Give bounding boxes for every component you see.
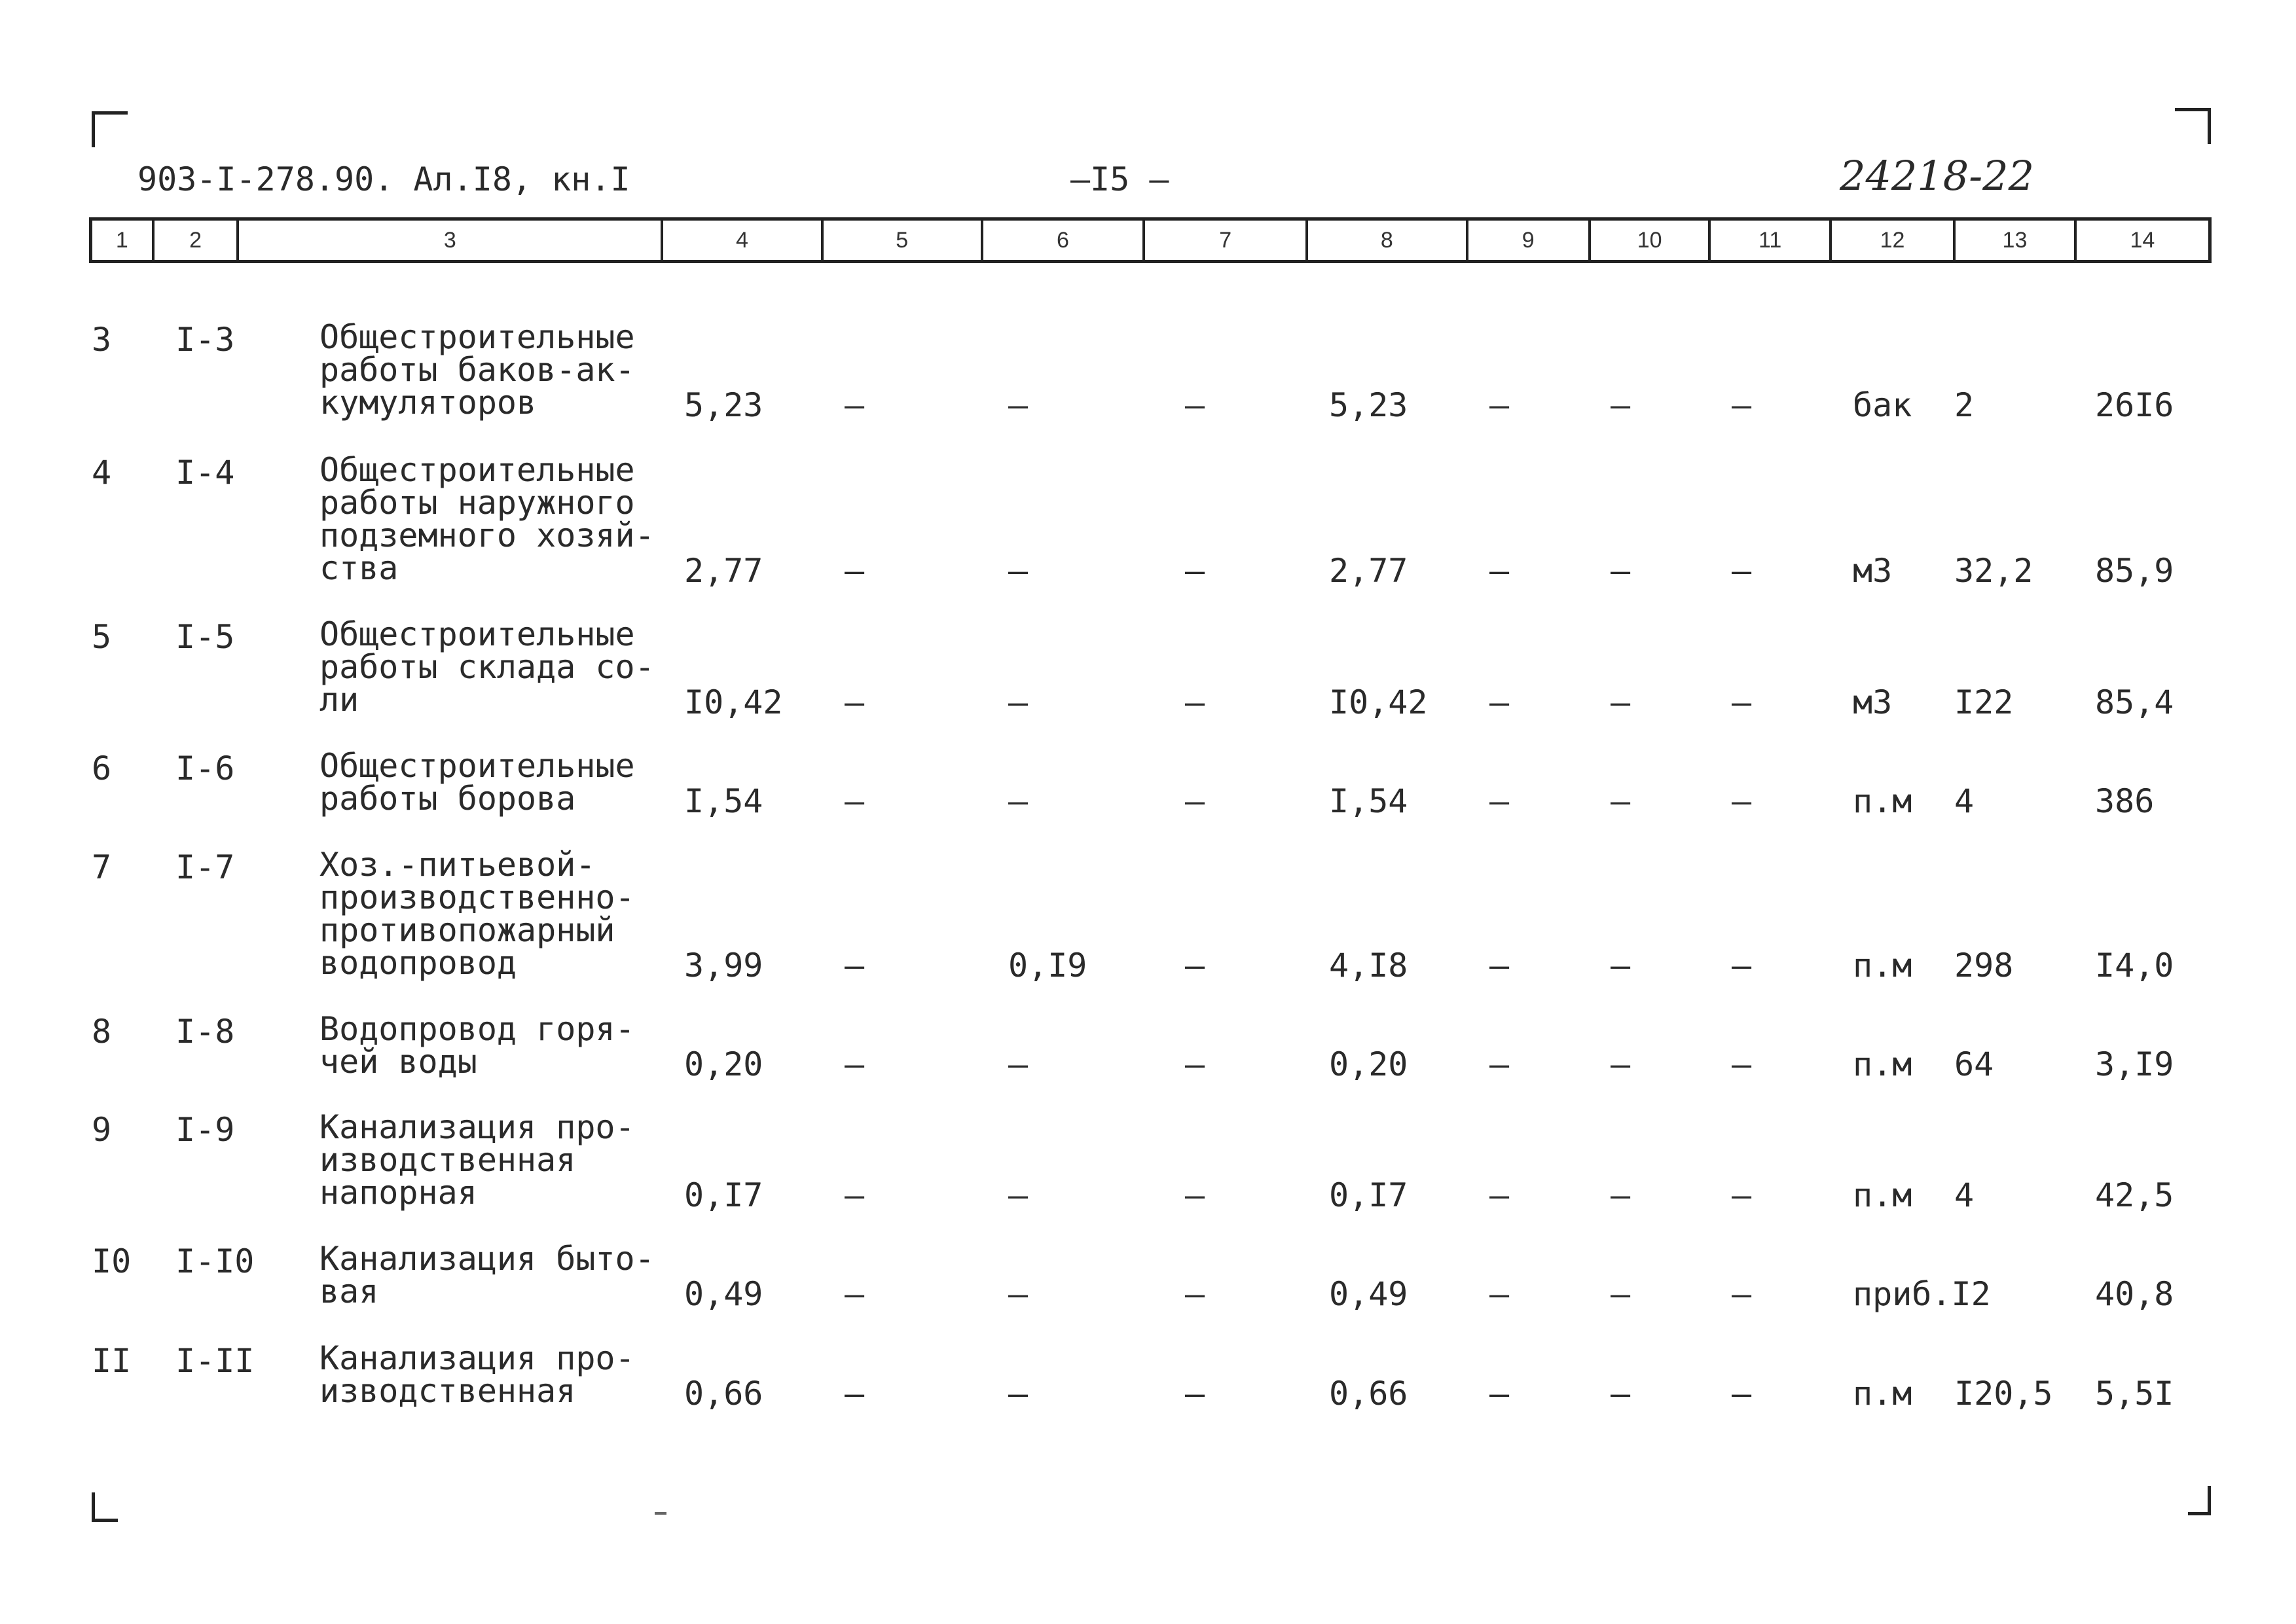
cell-col-7: – [1185,683,1205,721]
cell-col-12: м3 [1853,552,1893,590]
row-code: I-8 [175,1013,235,1051]
column-number-6: 6 [983,221,1145,260]
row-number: 9 [92,1111,112,1149]
column-number-13: 13 [1956,221,2076,260]
cell-col-14: 3,I9 [2095,1045,2174,1083]
cell-col-11: – [1732,1375,1752,1413]
handwritten-number: 24218-22 [1840,152,2035,200]
cell-col-5: – [845,947,865,984]
cell-col-4: I,54 [684,782,763,820]
cell-col-8: 4,I8 [1329,947,1408,984]
corner-mark-top-left [92,111,128,147]
scan-mark [655,1512,666,1515]
column-number-3: 3 [239,221,663,260]
cell-col-14: 85,4 [2095,683,2174,721]
cell-col-6: 0,I9 [1008,947,1087,984]
cell-col-9: – [1489,1176,1510,1214]
cell-col-12: приб.I2 [1853,1275,1991,1313]
cell-col-9: – [1489,1275,1510,1313]
row-description: Общестроительные работы баков-ак- кумуляторов [319,318,635,422]
cell-col-12: п.м [1853,947,1912,984]
cell-col-9: – [1489,1045,1510,1083]
cell-col-6: – [1008,1045,1029,1083]
cell-col-5: – [845,1375,865,1413]
row-number: II [92,1342,132,1380]
row-number: 5 [92,618,112,656]
cell-col-7: – [1185,1045,1205,1083]
cell-col-9: – [1489,782,1510,820]
cell-col-13: 32,2 [1954,552,2033,590]
cell-col-6: – [1008,782,1029,820]
cell-col-8: 0,66 [1329,1375,1408,1413]
cell-col-4: 0,49 [684,1275,763,1313]
cell-col-8: I0,42 [1329,683,1428,721]
cell-col-14: I4,0 [2095,947,2174,984]
cell-col-11: – [1732,386,1752,424]
cell-col-6: – [1008,552,1029,590]
row-number: 4 [92,454,112,492]
row-code: I-II [175,1342,255,1380]
cell-col-7: – [1185,1176,1205,1214]
row-number: 8 [92,1013,112,1051]
column-number-1: 1 [92,221,155,260]
cell-col-5: – [845,1045,865,1083]
cell-col-7: – [1185,947,1205,984]
cell-col-13: 4 [1954,1176,1975,1214]
cell-col-13: 298 [1954,947,2014,984]
row-code: I-6 [175,749,235,787]
column-number-2: 2 [155,221,240,260]
cell-col-8: 5,23 [1329,386,1408,424]
cell-col-12: п.м [1853,1045,1912,1083]
row-description: Канализация быто- вая [319,1240,655,1310]
cell-col-10: – [1611,1375,1631,1413]
cell-col-14: 5,5I [2095,1375,2174,1413]
cell-col-9: – [1489,1375,1510,1413]
row-code: I-4 [175,454,235,492]
cell-col-6: – [1008,683,1029,721]
column-number-11: 11 [1711,221,1831,260]
cell-col-10: – [1611,1176,1631,1214]
cell-col-12: п.м [1853,1176,1912,1214]
cell-col-4: 3,99 [684,947,763,984]
cell-col-12: м3 [1853,683,1893,721]
cell-col-14: 40,8 [2095,1275,2174,1313]
column-number-8: 8 [1308,221,1468,260]
row-description: Канализация про- изводственная напорная [319,1108,635,1212]
cell-col-6: – [1008,386,1029,424]
cell-col-14: 386 [2095,782,2155,820]
cell-col-5: – [845,1275,865,1313]
row-code: I-3 [175,321,235,359]
cell-col-4: 2,77 [684,552,763,590]
row-description: Канализация про- изводственная [319,1339,635,1410]
cell-col-8: 0,I7 [1329,1176,1408,1214]
cell-col-11: – [1732,947,1752,984]
cell-col-11: – [1732,1045,1752,1083]
cell-col-9: – [1489,552,1510,590]
cell-col-9: – [1489,947,1510,984]
cell-col-12: п.м [1853,782,1912,820]
row-description: Общестроительные работы наружного подземного хозяй- ства [319,451,655,587]
cell-col-8: 0,20 [1329,1045,1408,1083]
column-number-10: 10 [1591,221,1711,260]
column-number-5: 5 [824,221,983,260]
document-code: 903-I-278.90. Ал.I8, кн.I [137,160,630,198]
cell-col-7: – [1185,782,1205,820]
cell-col-14: 42,5 [2095,1176,2174,1214]
cell-col-11: – [1732,552,1752,590]
cell-col-7: – [1185,1375,1205,1413]
row-number: 3 [92,321,112,359]
row-code: I-9 [175,1111,235,1149]
cell-col-8: 2,77 [1329,552,1408,590]
cell-col-9: – [1489,386,1510,424]
cell-col-14: 85,9 [2095,552,2174,590]
cell-col-6: – [1008,1375,1029,1413]
cell-col-4: I0,42 [684,683,783,721]
cell-col-9: – [1489,683,1510,721]
cell-col-11: – [1732,1275,1752,1313]
cell-col-4: 0,20 [684,1045,763,1083]
cell-col-13: 4 [1954,782,1975,820]
cell-col-8: I,54 [1329,782,1408,820]
cell-col-13: I22 [1954,683,2014,721]
cell-col-13: 2 [1954,386,1975,424]
cell-col-4: 0,I7 [684,1176,763,1214]
row-number: I0 [92,1242,132,1280]
corner-mark-bottom-right [2188,1486,2211,1515]
cell-col-5: – [845,1176,865,1214]
row-description: Общестроительные работы борова [319,747,635,818]
corner-mark-top-right [2175,108,2211,144]
row-code: I-I0 [175,1242,255,1280]
cell-col-5: – [845,683,865,721]
cell-col-11: – [1732,683,1752,721]
row-description: Водопровод горя- чей воды [319,1010,635,1081]
cell-col-8: 0,49 [1329,1275,1408,1313]
cell-col-5: – [845,552,865,590]
column-number-4: 4 [663,221,823,260]
column-number-9: 9 [1468,221,1591,260]
column-number-7: 7 [1145,221,1308,260]
cell-col-10: – [1611,947,1631,984]
column-number-bar [89,217,2212,263]
column-number-12: 12 [1832,221,1956,260]
cell-col-12: п.м [1853,1375,1912,1413]
cell-col-12: бак [1853,386,1912,424]
cell-col-13: 64 [1954,1045,1994,1083]
cell-col-6: – [1008,1176,1029,1214]
row-number: 6 [92,749,112,787]
row-number: 7 [92,848,112,886]
cell-col-4: 0,66 [684,1375,763,1413]
cell-col-10: – [1611,1275,1631,1313]
cell-col-6: – [1008,1275,1029,1313]
cell-col-4: 5,23 [684,386,763,424]
page-number: —I5 — [1070,160,1169,198]
row-description: Общестроительные работы склада со- ли [319,615,655,719]
cell-col-10: – [1611,782,1631,820]
cell-col-7: – [1185,386,1205,424]
cell-col-7: – [1185,552,1205,590]
cell-col-10: – [1611,386,1631,424]
row-description: Хоз.-питьевой- производственно- противопожарный водопровод [319,846,635,982]
column-number-14: 14 [2130,227,2155,253]
row-code: I-5 [175,618,235,656]
cell-col-10: – [1611,552,1631,590]
cell-col-11: – [1732,782,1752,820]
cell-col-14: 26I6 [2095,386,2174,424]
cell-col-10: – [1611,1045,1631,1083]
cell-col-13: I20,5 [1954,1375,2053,1413]
corner-mark-bottom-left [92,1492,118,1522]
cell-col-11: – [1732,1176,1752,1214]
cell-col-5: – [845,386,865,424]
cell-col-5: – [845,782,865,820]
cell-col-10: – [1611,683,1631,721]
row-code: I-7 [175,848,235,886]
cell-col-7: – [1185,1275,1205,1313]
